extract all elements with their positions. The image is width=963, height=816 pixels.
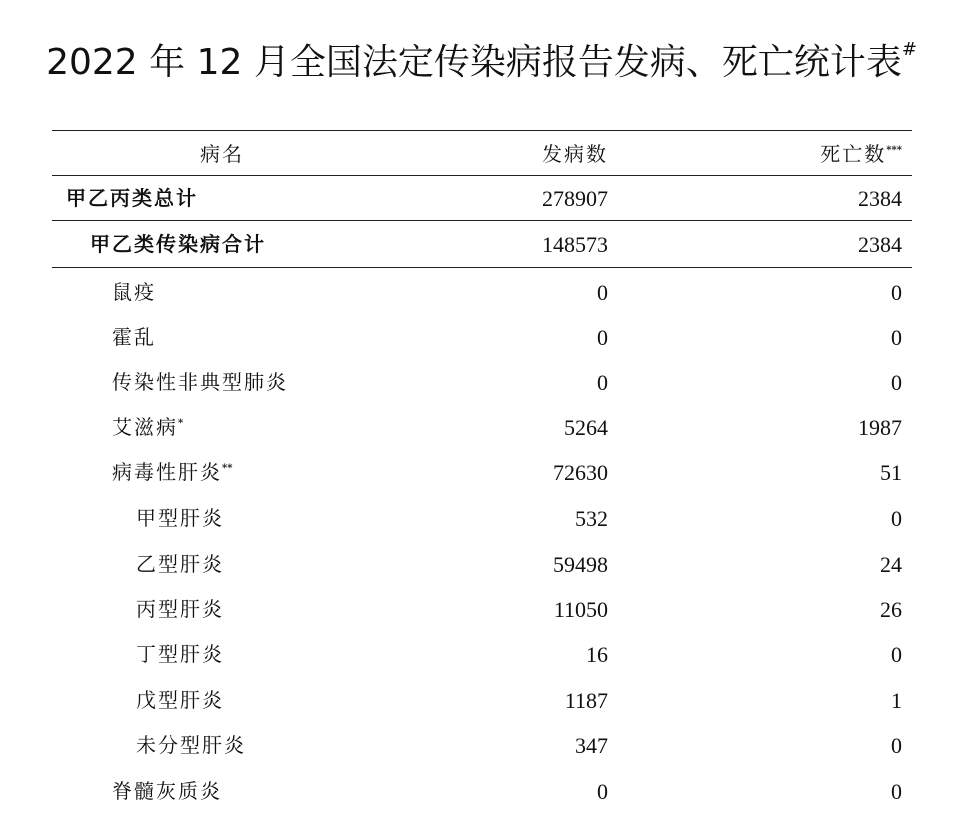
row-name: 戊型肝炎 bbox=[136, 688, 224, 712]
title-footnote-mark: # bbox=[901, 39, 917, 60]
row-name: 鼠疫 bbox=[112, 280, 156, 304]
row-incidence: 148573 bbox=[542, 232, 608, 257]
row-name-cell bbox=[112, 405, 183, 450]
page-title bbox=[0, 34, 963, 85]
row-incidence: 59498 bbox=[553, 552, 608, 577]
table-row bbox=[52, 723, 912, 768]
row-name: 甲乙丙类总计 bbox=[66, 186, 198, 210]
header-deaths bbox=[652, 132, 902, 177]
table-row-subtotal bbox=[52, 222, 912, 267]
row-deaths: 2384 bbox=[858, 186, 902, 211]
row-deaths: 51 bbox=[880, 460, 902, 485]
table-row bbox=[52, 632, 912, 677]
row-footnote-mark: ** bbox=[222, 463, 233, 474]
row-name: 甲型肝炎 bbox=[136, 506, 224, 530]
header-deaths-mark: *** bbox=[886, 145, 902, 156]
table-top-rule bbox=[52, 130, 912, 131]
row-name: 丁型肝炎 bbox=[136, 642, 224, 666]
row-deaths: 0 bbox=[891, 370, 902, 395]
header-disease-name: 病名 bbox=[200, 142, 244, 166]
table-row bbox=[52, 360, 912, 405]
row-deaths: 26 bbox=[880, 597, 902, 622]
table-row bbox=[52, 496, 912, 541]
row-incidence: 16 bbox=[586, 642, 608, 667]
table-row-total bbox=[52, 176, 912, 221]
row-footnote-mark: * bbox=[178, 418, 184, 429]
row-deaths: 0 bbox=[891, 506, 902, 531]
total-bottom-rule bbox=[52, 220, 912, 221]
table-row bbox=[52, 405, 912, 450]
table-row bbox=[52, 587, 912, 632]
subtotal-bottom-rule bbox=[52, 267, 912, 268]
header-deaths-label: 死亡数 bbox=[820, 142, 887, 166]
row-name: 霍乱 bbox=[112, 325, 156, 349]
row-name: 艾滋病 bbox=[112, 415, 178, 439]
row-incidence: 72630 bbox=[553, 460, 608, 485]
row-incidence: 11050 bbox=[553, 597, 608, 622]
row-incidence: 532 bbox=[575, 506, 608, 531]
row-name: 甲乙类传染病合计 bbox=[90, 232, 266, 256]
row-incidence: 5264 bbox=[564, 415, 608, 440]
header-incidence: 发病数 bbox=[542, 142, 608, 166]
table-row bbox=[52, 542, 912, 587]
row-incidence: 0 bbox=[597, 370, 608, 395]
table-row bbox=[52, 769, 912, 814]
row-incidence: 0 bbox=[597, 325, 608, 350]
row-incidence: 278907 bbox=[542, 186, 608, 211]
row-deaths: 0 bbox=[891, 325, 902, 350]
table-row bbox=[52, 450, 912, 495]
title-text: 2022 年 12 月全国法定传染病报告发病、死亡统计表 bbox=[46, 42, 902, 83]
row-deaths: 0 bbox=[891, 642, 902, 667]
row-name: 未分型肝炎 bbox=[136, 733, 246, 757]
row-deaths: 24 bbox=[880, 552, 902, 577]
table-header-row bbox=[52, 132, 912, 177]
row-name: 脊髓灰质炎 bbox=[112, 779, 222, 803]
row-name-cell bbox=[112, 450, 232, 495]
row-incidence: 347 bbox=[575, 733, 608, 758]
table-row bbox=[52, 270, 912, 315]
row-deaths: 0 bbox=[891, 779, 902, 804]
table-row bbox=[52, 678, 912, 723]
row-name: 丙型肝炎 bbox=[136, 597, 224, 621]
row-deaths: 0 bbox=[891, 280, 902, 305]
row-incidence: 0 bbox=[597, 280, 608, 305]
table-row bbox=[52, 315, 912, 360]
row-name: 传染性非典型肺炎 bbox=[112, 370, 288, 394]
row-incidence: 1187 bbox=[564, 688, 608, 713]
row-incidence: 0 bbox=[597, 779, 608, 804]
row-deaths: 1987 bbox=[858, 415, 902, 440]
row-name: 病毒性肝炎 bbox=[112, 460, 222, 484]
row-deaths: 0 bbox=[891, 733, 902, 758]
row-deaths: 2384 bbox=[858, 232, 902, 257]
row-deaths: 1 bbox=[891, 688, 902, 713]
row-name: 乙型肝炎 bbox=[136, 552, 224, 576]
